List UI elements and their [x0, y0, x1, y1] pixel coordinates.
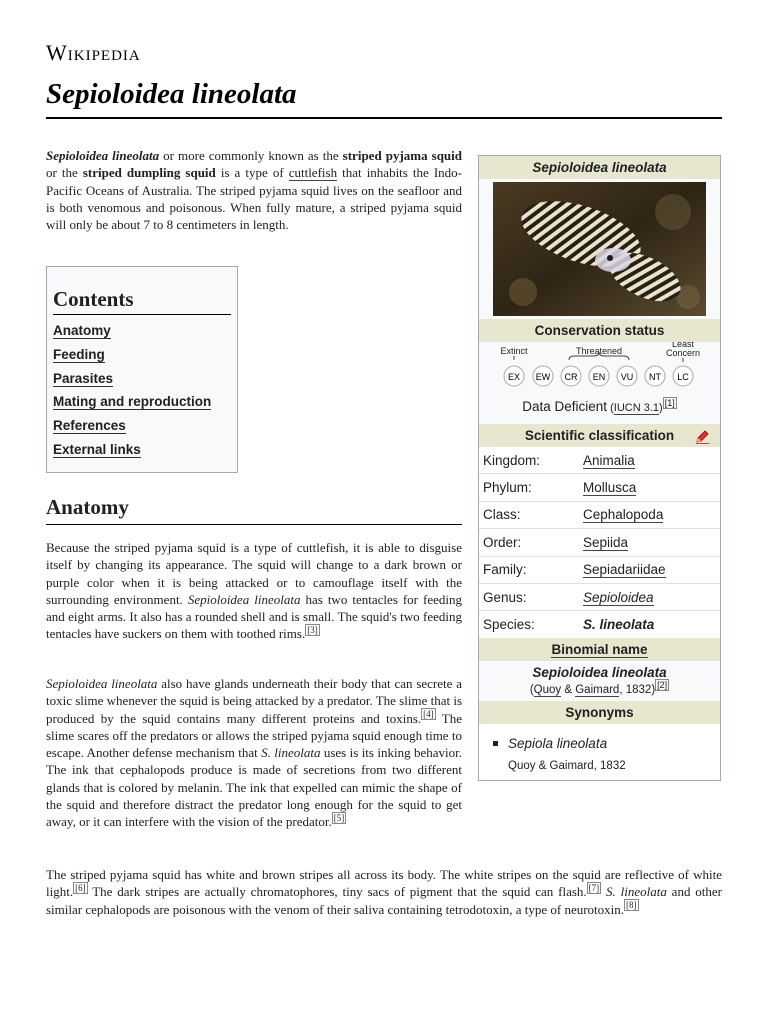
citation-7[interactable]	[587, 882, 602, 894]
paragraph-text: uses is its inking behavior. The ink that cephalopods produce is made of secretions from two different glands that is colored by melanin. The ink that expelled can mimic the shape of the squid and therefore distract the predator long enough for the squid to get away, or it can interfere with the vision of the predator.	[46, 745, 462, 830]
toc-item-label: Parasites	[53, 370, 114, 386]
synonyms-header: Synonyms	[479, 701, 720, 724]
paragraph-text: The slime scares off the predators or allows the striped pyjama squid enough time to escape. Another defense mechanism that	[46, 710, 463, 761]
status-scale-graphic	[479, 342, 720, 398]
synonym-name: Sepiola lineolata	[508, 735, 608, 751]
taxonomy-row-species	[479, 610, 720, 637]
toc-item-anatomy[interactable]	[53, 319, 231, 343]
lead-text: or more commonly known as the	[159, 148, 343, 163]
citation-3[interactable]	[305, 624, 320, 636]
bullet-icon	[493, 741, 498, 746]
paragraph-text: The striped pyjama squid has white and brown stripes all across its body. The white stripes on the squid are reflective of white light.	[46, 867, 722, 900]
status-vu-label: VU	[620, 372, 634, 382]
species-name: S. lineolata	[583, 617, 655, 633]
common-name-1: striped pyjama squid	[342, 148, 463, 163]
rank-label: Class:	[483, 507, 521, 523]
toc-item-label: References	[53, 418, 126, 434]
paragraph-text: Sepioloidea lineolata	[46, 676, 158, 691]
taxonomy-row-class	[479, 501, 720, 528]
taxonomy-row-phylum	[479, 473, 720, 500]
rank-label: Family:	[483, 562, 527, 578]
toc-item-label: Mating and reproduction	[53, 394, 212, 410]
citation-label: [8]	[626, 900, 637, 911]
kingdom-link[interactable]: Animalia	[583, 452, 635, 468]
synonym-item	[493, 736, 720, 751]
taxonomy-row-genus	[479, 583, 720, 610]
taxonomy-row-order	[479, 528, 720, 555]
squid-photo[interactable]	[493, 182, 706, 316]
toc-item-label: Feeding	[53, 346, 105, 362]
anatomy-paragraph-1	[46, 539, 462, 643]
synonyms-list	[479, 724, 720, 780]
lead-text: or the	[46, 165, 83, 181]
toc-item-parasites[interactable]	[53, 367, 231, 391]
paragraph-text: S. lineolata	[261, 745, 321, 761]
citation-6[interactable]	[73, 882, 88, 894]
paragraph-text: has two tentacles for feeding and eight arms. It also has a rounded shell and is small. The squid's two feeding tentacles have suckers on them with toothed rims.	[46, 591, 462, 642]
class-link[interactable]: Cephalopoda	[583, 507, 664, 523]
order-link[interactable]: Sepiida	[583, 534, 629, 550]
toc-heading: Contents	[53, 287, 231, 315]
status-nt-label: NT	[649, 372, 661, 382]
page-title: Sepioloidea lineolata	[46, 78, 297, 110]
status-cr-label: CR	[564, 372, 578, 382]
status-en-label: EN	[592, 372, 606, 382]
status-source-post: )	[659, 402, 663, 414]
citation-label: [4]	[423, 709, 434, 720]
status-ew-label: EW	[535, 372, 551, 382]
taxobox-title: Sepioloidea lineolata	[479, 156, 720, 179]
threatened-label: Threatened	[575, 346, 623, 356]
binomial-name: Sepioloidea lineolata	[532, 664, 667, 680]
authority-text: , 1832)	[619, 683, 656, 696]
citation-1[interactable]	[663, 397, 677, 409]
toc-item-label: Anatomy	[53, 323, 111, 338]
photo-container	[479, 179, 720, 319]
paragraph-text: S. lineolata	[606, 884, 667, 900]
rank-label: Kingdom:	[483, 452, 541, 468]
binomial-block	[479, 661, 720, 701]
conservation-status-scale	[479, 342, 720, 424]
citation-4[interactable]	[421, 708, 436, 720]
table-of-contents	[46, 266, 238, 473]
lead-text: that inhabits the Indo-Pacific Oceans of Australia. The striped pyjama squid lives on the seafloor and is both venomous and poisonous. When fully mature, a striped pyjama squid will only be about 7 to 8 centimeters in length.	[46, 165, 463, 233]
anatomy-paragraph-3	[46, 866, 722, 918]
citation-label: [2]	[657, 679, 668, 690]
binomial-header	[479, 638, 720, 661]
wordmark-text: Wikipedia	[46, 40, 141, 65]
citation-5[interactable]	[332, 812, 347, 824]
cuttlefish-link[interactable]: cuttlefish	[288, 165, 338, 181]
conservation-status-header: Conservation status	[479, 319, 720, 342]
lead-text: is a type of	[215, 165, 289, 181]
paragraph-text: Sepioloidea lineolata	[187, 591, 301, 607]
classification-header	[479, 424, 720, 447]
status-source-pre: (	[607, 402, 614, 414]
citation-2[interactable]	[655, 679, 669, 691]
status-circles	[504, 366, 693, 386]
lead-subject: Sepioloidea lineolata	[46, 148, 160, 163]
citation-label: [6]	[75, 882, 86, 893]
lead-paragraph	[46, 147, 462, 233]
section-heading-anatomy: Anatomy	[46, 495, 462, 525]
citation-label: [3]	[307, 625, 318, 636]
paragraph-text: also have glands underneath their body that can secrete a toxic slime whenever the squid is being attacked by a predator. The slime that is produced by the squid contains many different proteins and toxins.	[46, 676, 463, 726]
rank-label: Order:	[483, 534, 522, 550]
toc-item-references[interactable]	[53, 414, 231, 438]
synonym-authority: Quoy & Gaimard, 1832	[508, 759, 626, 772]
status-text: Data Deficient	[522, 399, 608, 414]
least-concern-label: Least	[671, 342, 695, 349]
taxobox	[478, 155, 721, 781]
binomial-authority	[479, 679, 720, 696]
quoy-link[interactable]: Quoy	[533, 683, 562, 696]
citation-label: [1]	[664, 397, 675, 408]
edit-pencil-icon[interactable]	[695, 429, 710, 444]
citation-8[interactable]	[624, 899, 639, 911]
citation-label: [5]	[333, 813, 345, 824]
status-ex-label: EX	[507, 372, 521, 382]
extinct-label: Extinct	[500, 346, 528, 356]
least-concern-label-2: Concern	[665, 348, 701, 358]
paragraph-text: and other similar cephalopods are poisonous with the venom of their saliva containing tetrodotoxin, a type of neurotoxin.	[46, 884, 722, 917]
genus-link[interactable]: Sepioloidea	[583, 589, 654, 605]
taxonomy-row-kingdom	[479, 447, 720, 473]
paragraph-text: The dark stripes are actually chromatophores, tiny sacs of pigment that the squid can flash.	[87, 884, 587, 900]
common-name-2: striped dumpling squid	[82, 165, 216, 181]
rank-label: Phylum:	[483, 480, 532, 496]
classification-heading-text: Scientific classification	[524, 428, 675, 443]
binomial-name-link[interactable]: Binomial name	[551, 641, 648, 657]
anatomy-paragraph-2	[46, 675, 463, 830]
toc-item-external-links[interactable]	[53, 438, 231, 462]
status-line	[479, 399, 720, 414]
family-link[interactable]: Sepiadariidae	[583, 562, 666, 578]
taxonomy-row-family	[479, 556, 720, 583]
rank-label: Species:	[483, 617, 535, 633]
wikipedia-wordmark[interactable]	[46, 40, 141, 66]
authority-text: &	[561, 683, 576, 696]
gaimard-link[interactable]: Gaimard	[575, 683, 620, 696]
authority-text: (	[529, 683, 534, 696]
phylum-link[interactable]: Mollusca	[583, 480, 637, 496]
paragraph-text: Because the striped pyjama squid is a type of cuttlefish, it is able to disguise itself by changing its appearance. The squid will change to a dark brown or purple color when it is being attacked or to camouflage itself with the surrounding environment.	[46, 540, 462, 607]
title-divider	[46, 117, 722, 119]
toc-item-label: External links	[53, 441, 141, 457]
toc-item-feeding[interactable]	[53, 343, 231, 367]
iucn-link[interactable]: IUCN 3.1	[613, 402, 660, 414]
citation-label: [7]	[588, 882, 600, 893]
status-lc-label: LC	[677, 372, 689, 382]
taxonomy-table	[479, 447, 720, 638]
rank-label: Genus:	[483, 589, 527, 605]
toc-item-mating[interactable]	[53, 390, 231, 414]
